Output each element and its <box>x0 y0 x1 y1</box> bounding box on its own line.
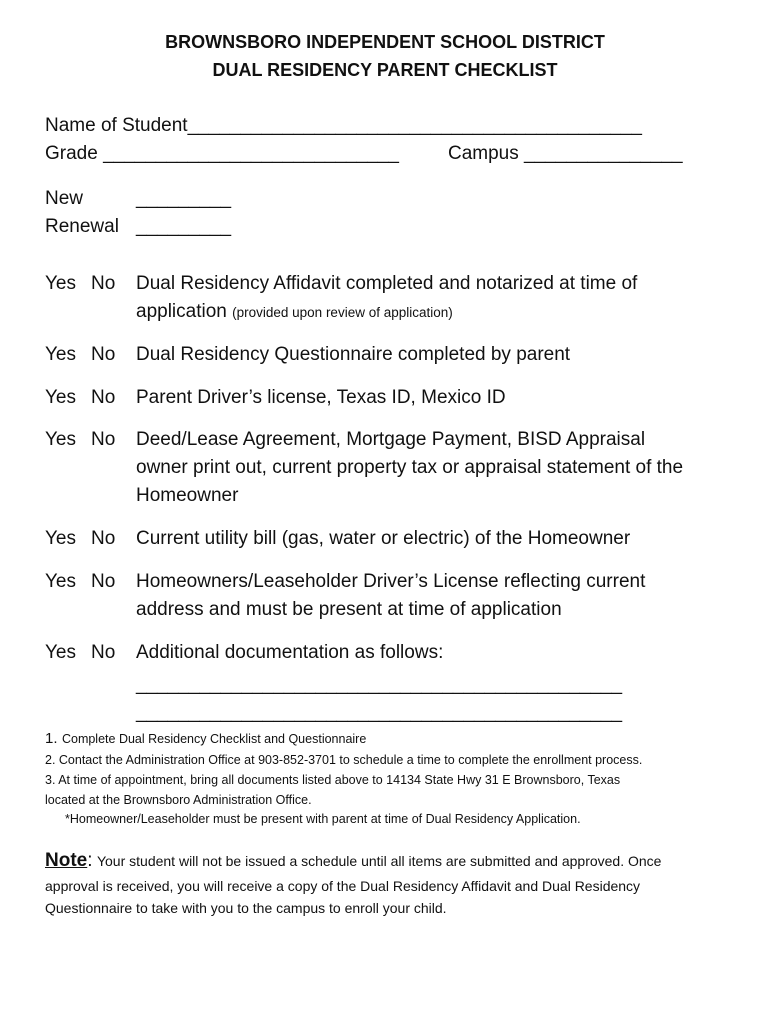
no-option-2[interactable]: No <box>91 344 116 365</box>
yes-option-4[interactable]: Yes <box>45 429 76 450</box>
no-option-6[interactable]: No <box>91 571 116 592</box>
note-text-line2: approval is received, you will receive a copy of the Dual Residency Affidavit and Dual Residency <box>45 878 641 894</box>
note-text-line3: Questionnaire to take with you to the campus to enroll your child. <box>45 900 447 916</box>
document-title-line2: DUAL RESIDENCY PARENT CHECKLIST <box>212 60 558 80</box>
no-option-7[interactable]: No <box>91 642 116 663</box>
student-name-label: Name of Student <box>45 115 188 136</box>
grade-line: ____________________________ <box>103 143 399 164</box>
document-title-line1: BROWNSBORO INDEPENDENT SCHOOL DISTRICT <box>165 32 605 52</box>
campus-label: Campus <box>448 143 519 164</box>
no-option-3[interactable]: No <box>91 387 116 408</box>
checklist-item-1-line1: Dual Residency Affidavit completed and notarized at time of <box>136 273 638 294</box>
footnote-homeowner: *Homeowner/Leaseholder must be present with parent at time of Dual Residency Application. <box>65 812 581 826</box>
no-option-4[interactable]: No <box>91 429 116 450</box>
yes-option-2[interactable]: Yes <box>45 344 76 365</box>
grade-field[interactable] <box>45 143 399 165</box>
checklist-item-6-line2: address and must be present at time of application <box>136 599 562 620</box>
renewal-label: Renewal <box>45 216 119 237</box>
additional-docs-line-1[interactable]: ______________________________________________ <box>136 674 623 695</box>
yes-option-5[interactable]: Yes <box>45 528 76 549</box>
checklist-item-1-note: (provided upon review of application) <box>232 305 453 320</box>
note-colon: : <box>87 850 93 871</box>
student-name-field[interactable] <box>45 115 642 137</box>
checklist-item-5: Current utility bill (gas, water or electric) of the Homeowner <box>136 528 631 549</box>
renewal-line[interactable]: _________ <box>136 216 232 237</box>
student-name-line: ___________________________________________ <box>187 115 642 136</box>
checklist-item-2: Dual Residency Questionnaire completed by parent <box>136 344 571 365</box>
footnote-1 <box>45 730 366 748</box>
yes-option-7[interactable]: Yes <box>45 642 76 663</box>
checklist-item-4-line3: Homeowner <box>136 485 239 506</box>
checklist-item-7: Additional documentation as follows: <box>136 642 444 663</box>
additional-docs-line-2[interactable]: ______________________________________________ <box>136 702 623 723</box>
footnote-2: 2. Contact the Administration Office at 903-852-3701 to schedule a time to complete the enrollment process. <box>45 753 643 767</box>
note-label: Note <box>45 850 88 871</box>
new-line[interactable]: _________ <box>136 188 232 209</box>
new-label: New <box>45 188 84 209</box>
no-option-5[interactable]: No <box>91 528 116 549</box>
footnote-1-number: 1. <box>45 730 58 747</box>
no-option-1[interactable]: No <box>91 273 116 294</box>
checklist-item-6-line1: Homeowners/Leaseholder Driver’s License reflecting current <box>136 571 646 592</box>
note-text-line1: Your student will not be issued a schedule until all items are submitted and approved. Once <box>96 853 662 869</box>
footnote-3-line2: located at the Brownsboro Administration Office. <box>45 793 312 807</box>
checklist-item-3: Parent Driver’s license, Texas ID, Mexico ID <box>136 387 506 408</box>
yes-option-3[interactable]: Yes <box>45 387 76 408</box>
footnote-3-line1: 3. At time of appointment, bring all documents listed above to 14134 State Hwy 31 E Brownsboro, Texas <box>45 773 621 787</box>
campus-field[interactable] <box>448 143 683 165</box>
checklist-item-4-line2: owner print out, current property tax or appraisal statement of the <box>136 457 684 478</box>
footnote-1-text: Complete Dual Residency Checklist and Questionnaire <box>61 732 367 746</box>
campus-line: _______________ <box>524 143 683 164</box>
checklist-item-1-line2 <box>136 301 453 323</box>
checklist-item-4-line1: Deed/Lease Agreement, Mortgage Payment, BISD Appraisal <box>136 429 646 450</box>
yes-option-1[interactable]: Yes <box>45 273 76 294</box>
note-line-1 <box>45 850 661 872</box>
grade-label: Grade <box>45 143 98 164</box>
yes-option-6[interactable]: Yes <box>45 571 76 592</box>
checklist-item-1-text: application <box>136 301 227 322</box>
